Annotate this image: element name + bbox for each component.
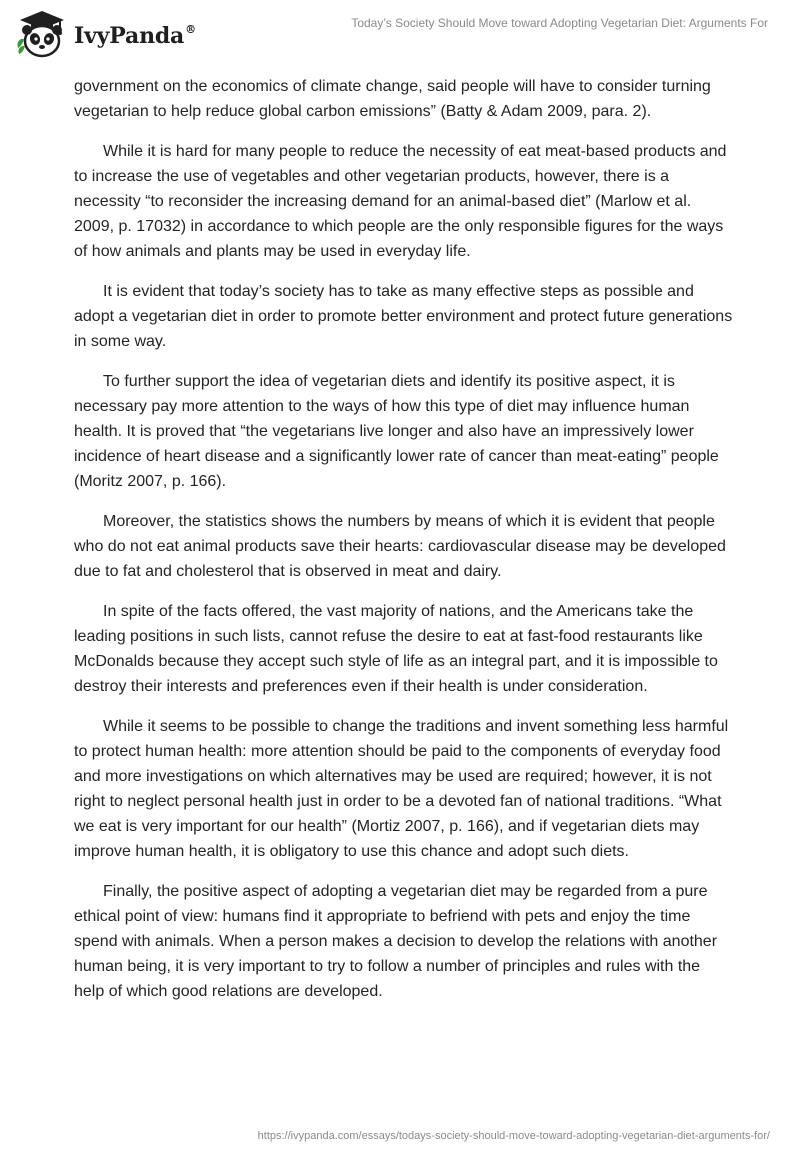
paragraph: While it is hard for many people to reduce the necessity of eat meat-based products and to increase the use of vegetables and other vegetarian products, however, there is a necessity “to reconsider the increasing demand for an animal-based diet” (Marlow et al. 2009, p. 17032) in accordance to which people are the only responsible figures for the ways of how animals and plants may be used in everyday life. xyxy=(74,143,727,260)
page-header xyxy=(0,0,800,64)
paragraph: Finally, the positive aspect of adopting a vegetarian diet may be regarded from a pure ethical point of view: humans find it appropriate to befriend with pets and enjoy the time spend with animals. When a person makes a decision to develop the relations with another human being, it is very important to try to follow a number of principles and rules with the help of which good relations are developed. xyxy=(74,883,718,1000)
paragraph: While it seems to be possible to change the traditions and invent something less harmful to protect human health: more attention should be paid to the components of everyday food and more investigations on which alternatives may be used are required; however, it is not right to neglect personal health just in order to be a devoted fan of national traditions. “What we eat is very important for our health” (Mortiz 2007, p. 166), and if vegetarian diets may improve human health, it is obligatory to use this chance and adopt such diets. xyxy=(74,718,729,860)
panda-graduation-cap-icon xyxy=(14,8,70,60)
paragraph: In spite of the facts offered, the vast majority of nations, and the Americans take the leading positions in such lists, cannot refuse the desire to eat at fast-food restaurants like McDonalds because they accept such style of life as an integral part, and it is impossible to destroy their interests and preferences even if their health is under consideration. xyxy=(74,603,718,695)
document-title: Today’s Society Should Move toward Adopting Vegetarian Diet: Arguments For xyxy=(351,16,768,30)
paragraph: To further support the idea of vegetarian diets and identify its positive aspect, it is necessary pay more attention to the ways of how this type of diet may influence human health. It is proved that “the vegetarians live longer and also have an impressively lower incidence of heart disease and a significantly lower rate of cancer than meat-eating” people (Moritz 2007, p. 166). xyxy=(74,373,719,490)
logo-text: IvyPanda® xyxy=(74,23,196,49)
paragraph: It is evident that today’s society has to take as many effective steps as possible and adopt a vegetarian diet in order to promote better environment and protect future generations in some way. xyxy=(74,283,733,350)
paragraph: Moreover, the statistics shows the numbers by means of which it is evident that people who do not eat animal products save their hearts: cardiovascular disease may be developed due to fat and cholesterol that is observed in meat and dairy. xyxy=(74,513,726,580)
ivypanda-logo[interactable] xyxy=(14,8,196,60)
essay-body xyxy=(74,74,734,1019)
paragraph: government on the economics of climate change, said people will have to consider turning vegetarian to help reduce global carbon emissions” (Batty & Adam 2009, para. 2). xyxy=(74,78,711,120)
source-url-link[interactable]: https://ivypanda.com/essays/todays-society-should-move-toward-adopting-vegetarian-diet-arguments-for/ xyxy=(257,1130,770,1142)
